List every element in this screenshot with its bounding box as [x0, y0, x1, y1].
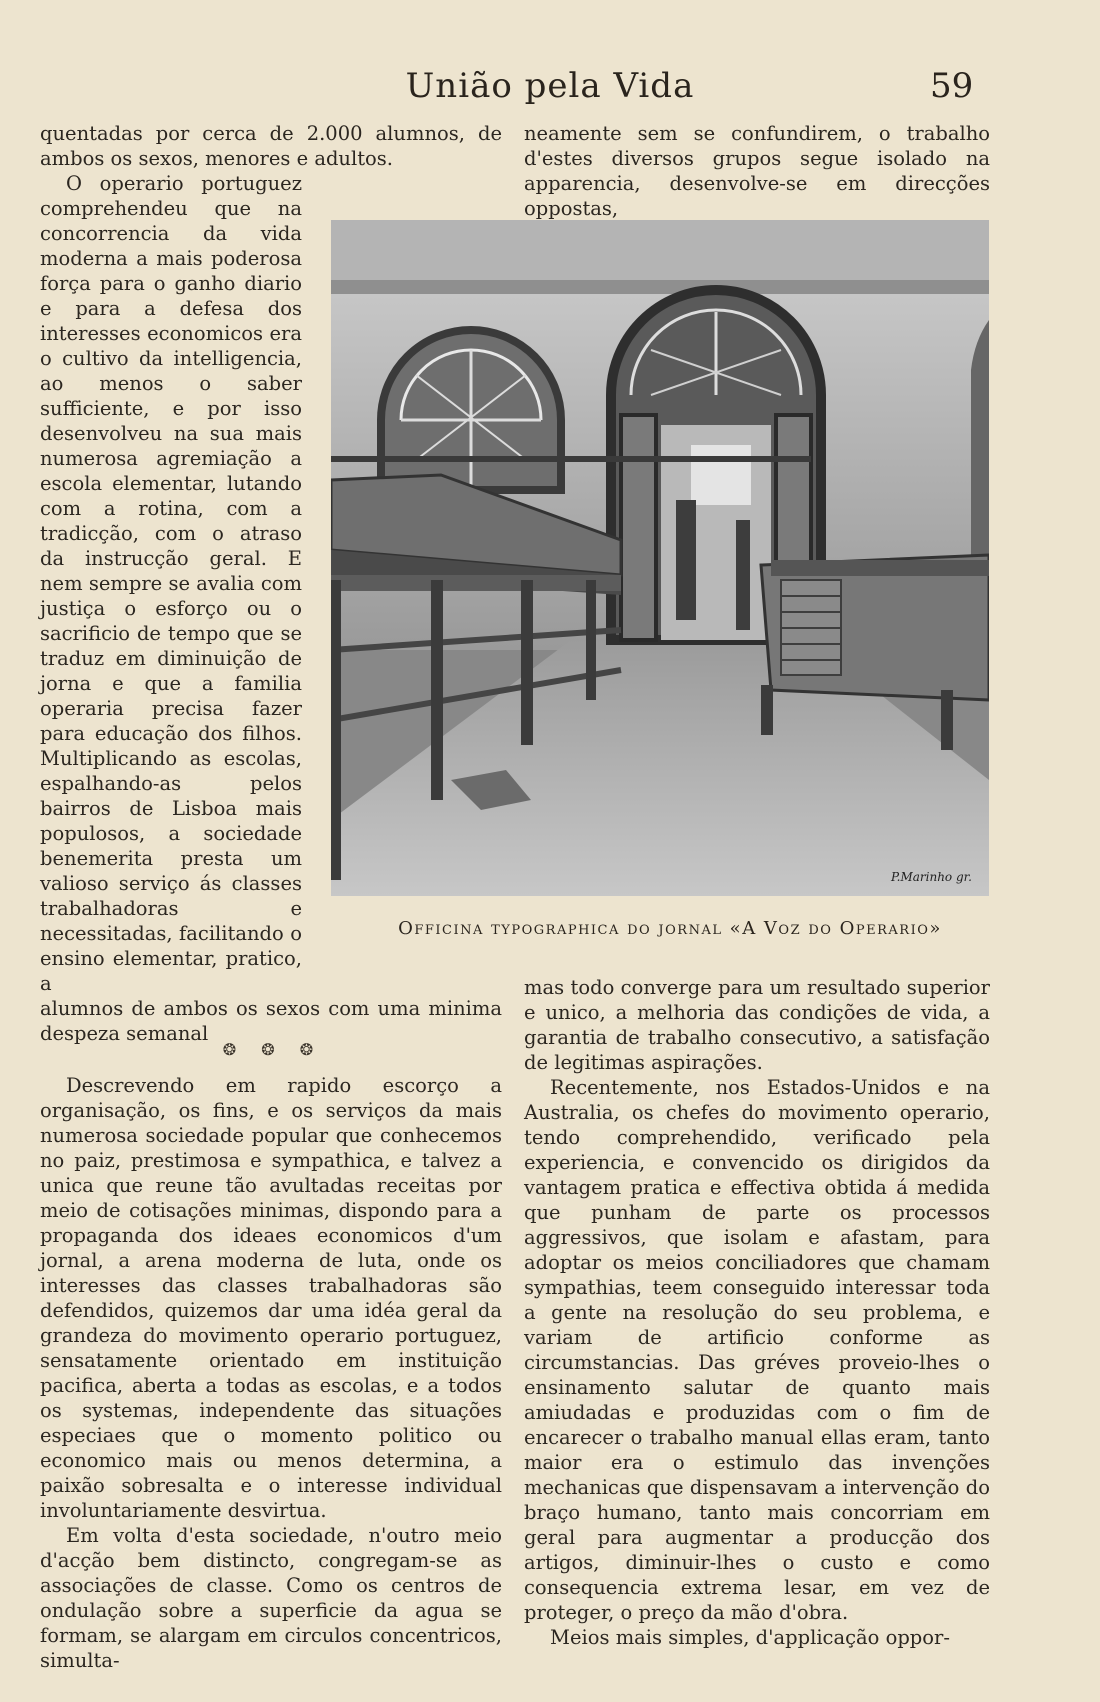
narrow-tail-text: alumnos de ambos os sexos com uma minima despeza semanal [40, 997, 502, 1045]
running-title: União pela Vida [405, 66, 695, 106]
right-column-lower [524, 975, 990, 1650]
left-column-lower [40, 1073, 502, 1673]
page-number: 59 [930, 66, 974, 106]
narrow-tail-block [40, 996, 502, 1046]
intro-right-text: neamente sem se confundirem, o trabalho d'estes diversos grupos segue isolado na apparencia, desenvolve-se em direcções oppostas, [524, 122, 990, 220]
right-paragraph-1: mas todo converge para um resultado superior e unico, a melhoria das condições de vida, a garantia de trabalho consecutivo, a satisfação de legitimas aspirações. [524, 976, 990, 1074]
left-opening-text: quentadas por cerca de 2.000 alumnos, de ambos os sexos, menores e adultos. [40, 122, 502, 170]
engraver-signature: P.Marinho gr. [891, 870, 972, 884]
photograph-illustration [331, 220, 989, 896]
left-paragraph-2: Descrevendo em rapido escorço a organisação, os fins, e os serviços da mais numerosa sociedade popular que conhecemos no paiz, prestimosa e sympathica, e talvez a unica que reune tão avultadas receitas por meio de cotisações minimas, dispondo para a propaganda dos ideaes economicos d'um jornal, a arena moderna de luta, onde os interesses das classes trabalhadoras são defendidos, quizemos dar uma idéa geral da grandeza do movimento operario portuguez, sensatamente orientado em instituição pacifica, aberta a todas as escolas, e a todos os systemas, independente das situações especiaes que o momento politico ou economico mais ou menos determina, a paixão sobresalta e o interesse individual involuntariamente desvirtua. [40, 1074, 502, 1522]
left-paragraph-3: Em volta d'esta sociedade, n'outro meio d'acção bem distincto, congregam-se as associações de classe. Como os centros de ondulação sobre a superficie da agua se formam, se alargam em circulos concentricos, simulta- [40, 1524, 502, 1672]
workshop-photograph [331, 220, 989, 896]
right-column-intro [524, 121, 990, 221]
narrow-wrap-block [40, 171, 302, 996]
section-ornament: ❂ ❂ ❂ [222, 1040, 324, 1059]
right-paragraph-2: Recentemente, nos Estados-Unidos e na Australia, os chefes do movimento operario, tendo comprehendido, verificado pela experiencia, e convencido os dirigidos da vantagem pratica e effectiva obtida á medida que punham de parte os processos aggressivos, que isolam e afastam, para adoptar os meios conciliadores que chamam sympathias, teem conseguido interessar toda a gente na resolução do seu problema, e variam de artificio conforme as circumstancias. Das gréves proveio-lhes o ensinamento salutar de quanto mais amiudadas e produzidas com o fim de encarecer o trabalho manual ellas eram, tanto maior era o estimulo das invenções mechanicas que dispensavam a intervenção do braço humano, tanto mais concorriam em geral para augmentar a producção dos artigos, diminuir-lhes o custo e como consequencia extrema lesar, em vez de proteger, o preço da mão d'obra. [524, 1076, 990, 1624]
narrow-paragraph: O operario portuguez comprehendeu que na concorrencia da vida moderna a mais poderosa força para o ganho diario e para a defesa dos interesses economicos era o cultivo da intelligencia, ao menos o saber sufficiente, e por isso desenvolveu na sua mais numerosa agremiação a escola elementar, lutando com a rotina, com a tradicção, com o atraso da instrucção geral. E nem sempre se avalia com justiça o esforço ou o sacrificio de tempo que se traduz em diminuição de jorna e que a familia operaria precisa fazer para educação dos filhos. Multiplicando as escolas, espalhando-as pelos bairros de Lisboa mais populosos, a sociedade benemerita presta um valioso serviço ás classes trabalhadoras e necessitadas, facilitando o ensino elementar, pratico, a [40, 172, 302, 995]
right-paragraph-3: Meios mais simples, d'applicação oppor- [550, 1626, 950, 1649]
figure-caption: Officina typographica do jornal «A Voz do Operario» [398, 918, 942, 939]
